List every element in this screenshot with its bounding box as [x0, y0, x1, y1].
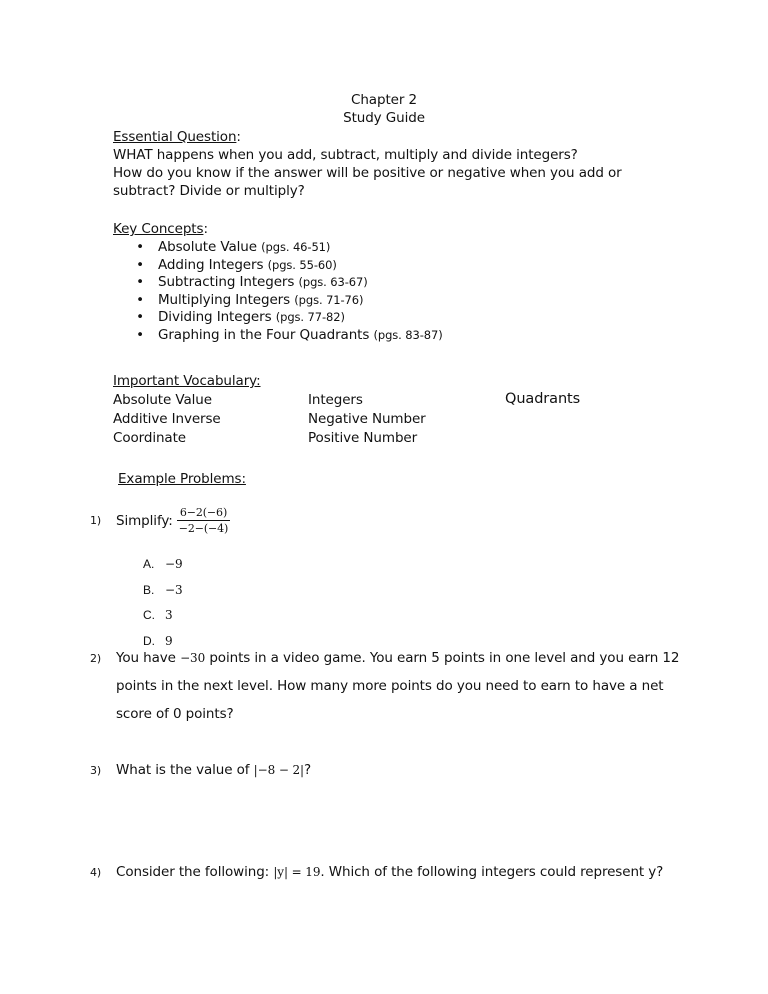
bullet-icon: •: [136, 326, 144, 343]
problem-2-line-1: [90, 650, 679, 666]
problem-3-post: ?: [303, 762, 312, 778]
problem-2-line-2: points in the next level. How many more points do you need to earn to have a net: [116, 678, 664, 694]
option-value: −3: [165, 582, 183, 597]
concept-name: Subtracting Integers: [158, 274, 295, 290]
problem-2-text: points in a video game. You earn 5 points in one level and you earn 12: [209, 650, 680, 666]
option-letter: C.: [143, 608, 155, 622]
bullet-icon: •: [136, 239, 144, 255]
answer-option-b: [143, 577, 183, 603]
problem-number: 1): [90, 514, 102, 527]
fraction-denominator: −2−(−4): [178, 522, 229, 535]
problem-number: 3): [90, 764, 102, 777]
problem-number: 4): [90, 866, 102, 879]
concept-name: Absolute Value: [158, 239, 257, 255]
vocab-term: Integers: [308, 392, 363, 408]
answer-option-a: [143, 551, 183, 577]
option-value: 9: [165, 633, 173, 648]
problem-number: 2): [90, 652, 102, 665]
vocab-term: Positive Number: [308, 430, 418, 446]
option-letter: B.: [143, 582, 155, 597]
concept-name: Dividing Integers: [158, 309, 272, 325]
chapter-title: Chapter 2: [351, 92, 417, 108]
concept-item: [118, 257, 443, 275]
bullet-icon: •: [136, 256, 144, 273]
vocab-term: Coordinate: [113, 430, 187, 446]
key-concepts-label: Key Concepts: [113, 221, 204, 237]
key-concepts-heading: [113, 221, 208, 237]
concept-name: Graphing in the Four Quadrants: [158, 326, 370, 343]
option-value: 3: [165, 608, 173, 622]
vocab-term: Negative Number: [308, 411, 426, 427]
vocabulary-heading: Important Vocabulary:: [113, 373, 261, 389]
concept-pages: (pgs. 55-60): [267, 257, 337, 272]
option-value: −9: [165, 557, 183, 571]
problem-4-post: . Which of the following integers could represent y?: [320, 864, 664, 880]
vocab-column-2: [308, 391, 426, 448]
bullet-icon: •: [136, 274, 144, 290]
problem-4-expression: |y| = 19: [273, 865, 321, 879]
concept-item: [118, 292, 443, 310]
concept-item: [118, 327, 443, 345]
essential-question-label: Essential Question: [113, 129, 237, 145]
problem-3: [90, 762, 311, 778]
concept-list: [118, 239, 443, 344]
bullet-icon: •: [136, 309, 144, 325]
answer-option-c: [143, 602, 183, 628]
essential-question-line-3: subtract? Divide or multiply?: [113, 183, 305, 199]
concept-pages: (pgs. 71-76): [294, 292, 364, 307]
concept-item: [118, 239, 443, 257]
option-letter: D.: [143, 633, 155, 648]
problem-1-options: [143, 551, 183, 653]
essential-question-line-2: How do you know if the answer will be positive or negative when you add or: [113, 165, 622, 181]
concept-item: [118, 274, 443, 292]
problem-3-expression: |−8 − 2|: [253, 763, 304, 777]
concept-item: [118, 309, 443, 327]
vocab-term: Additive Inverse: [113, 411, 221, 427]
bullet-icon: •: [136, 291, 144, 308]
problem-2-pre: You have: [116, 650, 176, 666]
problem-2-line-3: score of 0 points?: [116, 706, 234, 722]
vocab-term: Absolute Value: [113, 392, 212, 408]
concept-name: Multiplying Integers: [158, 291, 291, 308]
problem-4-pre: Consider the following:: [116, 864, 270, 880]
essential-question-colon: :: [236, 129, 241, 145]
vocab-term-quadrants: Quadrants: [505, 391, 581, 407]
concept-pages: (pgs. 77-82): [275, 310, 345, 324]
example-problems-heading: Example Problems:: [118, 471, 246, 487]
concept-pages: (pgs. 63-67): [298, 275, 368, 289]
problem-2-value: −30: [180, 651, 206, 665]
problem-4: [90, 864, 663, 880]
problem-1-prompt: Simplify:: [116, 512, 173, 529]
key-concepts-colon: :: [203, 221, 208, 237]
problem-1: [90, 506, 230, 535]
essential-question-heading: [113, 129, 241, 145]
essential-question-line-1: WHAT happens when you add, subtract, multiply and divide integers?: [113, 147, 578, 163]
fraction-numerator: 6−2(−6): [177, 506, 231, 521]
option-letter: A.: [143, 557, 155, 571]
concept-pages: (pgs. 83-87): [373, 327, 443, 342]
concept-pages: (pgs. 46-51): [261, 240, 331, 254]
fraction: [177, 506, 231, 535]
problem-3-pre: What is the value of: [116, 762, 250, 778]
study-guide-subtitle: Study Guide: [343, 110, 425, 126]
vocab-column-1: [113, 391, 221, 448]
concept-name: Adding Integers: [158, 256, 264, 273]
